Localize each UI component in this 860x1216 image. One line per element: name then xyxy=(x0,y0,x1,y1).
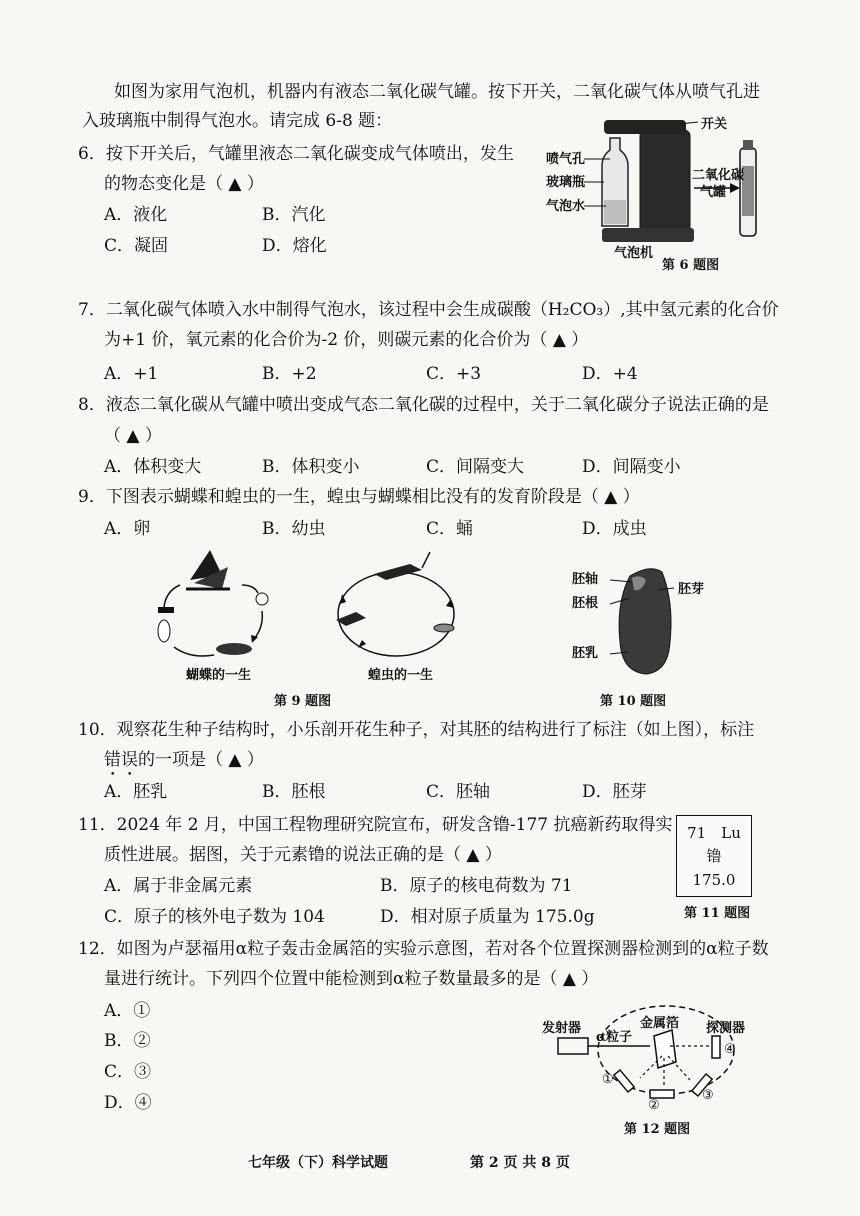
q12-stem-1: 12．如图为卢瑟福用α粒子轰击金属箔的实验示意图，若对各个位置探测器检测到的α粒子数 xyxy=(78,939,769,959)
q7-option-b: B．+2 xyxy=(262,364,317,384)
q10-stem-2 xyxy=(104,748,264,780)
fig12-pos-4: ④ xyxy=(724,1042,736,1057)
q11-stem-2: 质性进展。据图，关于元素镥的说法正确的是（ ▲ ） xyxy=(104,845,502,865)
fig10-label-hypocotyl: 胚轴 xyxy=(572,572,599,587)
fig9-caption: 第 9 题图 xyxy=(274,694,332,709)
fig10-label-plumule: 胚芽 xyxy=(678,582,705,597)
q12-option-a: A．① xyxy=(104,1001,151,1021)
q12-option-d: D．④ xyxy=(104,1093,152,1113)
fig10-label-radicle: 胚根 xyxy=(572,596,599,611)
q8-option-d: D．间隔变小 xyxy=(582,457,681,477)
locust-label: 蝗虫的一生 xyxy=(368,668,434,683)
q9-option-c: C．蛹 xyxy=(426,519,474,539)
q9-stem: 9．下图表示蝴蝶和蝗虫的一生，蝗虫与蝴蝶相比没有的发育阶段是（ ▲ ） xyxy=(78,487,640,507)
q10-stem-1: 10．观察花生种子结构时，小乐剖开花生种子，对其胚的结构进行了标注（如上图），标注 xyxy=(78,720,755,740)
q6-option-b: B．汽化 xyxy=(262,205,326,225)
intro-line-2: 入玻璃瓶中制得气泡水。请完成 6-8 题： xyxy=(82,111,393,131)
footer-title: 七年级（下）科学试题 xyxy=(248,1155,388,1171)
q8-stem-1: 8．液态二氧化碳从气罐中喷出变成气态二氧化碳的过程中，关于二氧化碳分子说法正确的是 xyxy=(78,395,769,415)
q11-option-a: A．属于非金属元素 xyxy=(104,876,253,896)
q10-emphasis: 错误 xyxy=(104,750,138,770)
q11-stem-1: 11．2024 年 2 月，中国工程物理研究院宣布，研发含镥-177 抗癌新药取得实 xyxy=(78,815,673,835)
butterfly-lifecycle-diagram xyxy=(150,545,290,665)
q6-option-c: C．凝固 xyxy=(104,236,169,256)
fig12-label-foil: 金属箔 xyxy=(640,1016,680,1031)
q6-stem-2: 的物态变化是（ ▲ ） xyxy=(104,174,264,194)
fig6-label-switch: 开关 xyxy=(701,117,728,132)
footer-page-number: 第 2 页 共 8 页 xyxy=(470,1155,570,1171)
fig6-caption: 第 6 题图 xyxy=(662,258,720,273)
locust-lifecycle-diagram xyxy=(326,548,466,668)
fig6-label-machine: 气泡机 xyxy=(614,246,654,261)
fig12-caption: 第 12 题图 xyxy=(624,1122,691,1137)
q6-stem-1: 6．按下开关后，气罐里液态二氧化碳变成气体喷出，发生 xyxy=(78,144,514,164)
q11-option-c: C．原子的核外电子数为 104 xyxy=(104,907,325,927)
q6-option-a: A．液化 xyxy=(104,205,168,225)
q10-option-a: A．胚乳 xyxy=(104,782,168,802)
fig6-label-nozzle: 喷气孔 xyxy=(546,152,586,167)
q11-option-b: B．原子的核电荷数为 71 xyxy=(380,876,573,896)
q12-option-b: B．② xyxy=(104,1031,151,1051)
fig10-caption: 第 10 题图 xyxy=(600,694,667,709)
q6-option-d: D．熔化 xyxy=(262,236,327,256)
fig12-pos-3: ③ xyxy=(702,1088,714,1103)
q8-option-b: B．体积变小 xyxy=(262,457,360,477)
q7-option-d: D．+4 xyxy=(582,364,638,384)
q9-option-a: A．卵 xyxy=(104,519,151,539)
fig6-label-co2: 二氧化碳 xyxy=(692,168,745,183)
q10-stem-2-rest: 的一项是（ ▲ ） xyxy=(138,750,264,770)
peanut-seed-figure xyxy=(610,562,690,682)
q12-option-c: C．③ xyxy=(104,1062,152,1082)
q7-stem-2: 为+1 价，氧元素的化合价为-2 价，则碳元素的化合价为（ ▲ ） xyxy=(104,330,589,350)
fig12-label-alpha: α粒子 xyxy=(596,1030,633,1045)
q7-stem-1: 7．二氧化碳气体喷入水中制得气泡水，该过程中会生成碳酸（H₂CO₃）,其中氢元素的化合价 xyxy=(78,300,779,320)
fig12-pos-1: ① xyxy=(602,1072,614,1087)
q12-stem-2: 量进行统计。下列四个位置中能检测到α粒子数量最多的是（ ▲ ） xyxy=(104,969,599,989)
q8-option-c: C．间隔变大 xyxy=(426,457,525,477)
butterfly-label: 蝴蝶的一生 xyxy=(186,668,252,683)
q8-stem-2: （ ▲ ） xyxy=(104,426,162,446)
q10-option-d: D．胚芽 xyxy=(582,782,647,802)
q9-option-b: B．幼虫 xyxy=(262,519,326,539)
element-number-symbol: 71 Lu xyxy=(687,824,741,842)
element-mass: 175.0 xyxy=(692,871,736,889)
q11-option-d: D．相对原子质量为 175.0g xyxy=(380,907,595,927)
element-card xyxy=(676,815,752,897)
fig12-label-emitter: 发射器 xyxy=(542,1021,582,1036)
fig6-label-soda-water: 气泡水 xyxy=(546,199,586,214)
fig11-caption: 第 11 题图 xyxy=(684,906,751,921)
fig12-label-detector: 探测器 xyxy=(706,1021,746,1036)
q7-option-c: C．+3 xyxy=(426,364,482,384)
q10-option-c: C．胚轴 xyxy=(426,782,491,802)
q8-option-a: A．体积变大 xyxy=(104,457,202,477)
q7-option-a: A．+1 xyxy=(104,364,159,384)
fig6-label-bottle: 玻璃瓶 xyxy=(546,175,586,190)
fig10-label-endosperm: 胚乳 xyxy=(572,646,599,661)
element-name: 镥 xyxy=(706,847,722,865)
fig6-label-canister: 气罐 xyxy=(700,185,727,200)
fig12-pos-2: ② xyxy=(648,1098,660,1113)
q9-option-d: D．成虫 xyxy=(582,519,647,539)
intro-line-1: 如图为家用气泡机，机器内有液态二氧化碳气罐。按下开关，二氧化碳气体从喷气孔进 xyxy=(114,82,760,102)
q10-option-b: B．胚根 xyxy=(262,782,326,802)
